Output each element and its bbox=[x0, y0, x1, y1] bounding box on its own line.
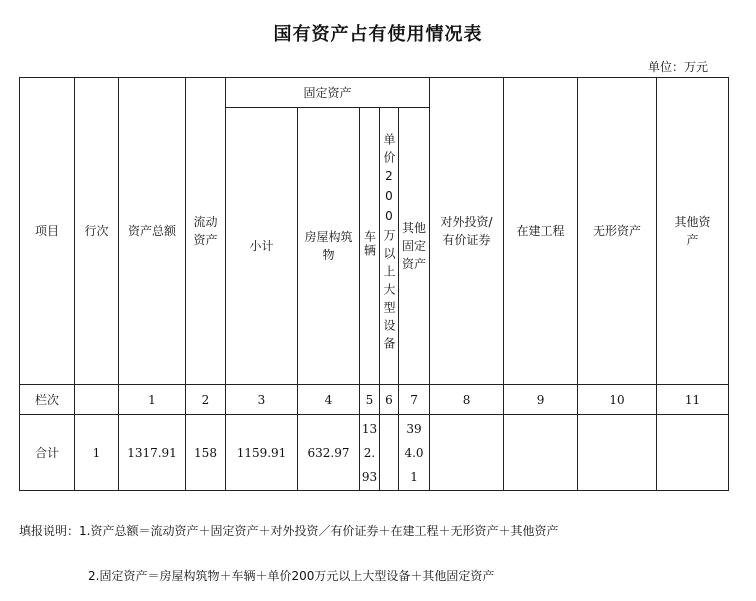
header-fixed-assets: 固定资产 bbox=[226, 78, 430, 108]
header-other-fixed bbox=[399, 108, 430, 385]
header-current-assets-label: 流动资产 bbox=[193, 215, 218, 247]
current-assets-value: 158 bbox=[186, 415, 226, 491]
other-fixed-value bbox=[399, 415, 430, 491]
header-total-assets: 资产总额 bbox=[119, 78, 186, 385]
header-buildings bbox=[298, 108, 360, 385]
note-line-2: 2.固定资产＝房屋构筑物＋车辆＋单价200万元以上大型设备＋其他固定资产 bbox=[88, 569, 495, 583]
note-line-1: 填报说明：1.资产总额＝流动资产＋固定资产＋对外投资／有价证券＋在建工程＋无形资产＋其他资产 bbox=[19, 524, 559, 538]
page-title: 国有资产占有使用情况表 bbox=[273, 24, 483, 45]
header-investment bbox=[430, 78, 504, 385]
column-no-4: 4 bbox=[298, 385, 360, 415]
other-fixed-value-text: 394.01 bbox=[404, 421, 424, 484]
column-no-10: 10 bbox=[578, 385, 657, 415]
header-equipment bbox=[380, 108, 399, 385]
header-other-assets-label: 其他资产 bbox=[674, 215, 711, 247]
total-row-label: 合计 bbox=[20, 415, 75, 491]
total-assets-value: 1317.91 bbox=[119, 415, 186, 491]
vehicles-value-text: 132.93 bbox=[361, 421, 378, 484]
subtotal-value: 1159.91 bbox=[226, 415, 298, 491]
header-current-assets bbox=[186, 78, 226, 385]
column-no-7: 7 bbox=[399, 385, 430, 415]
header-subtotal: 小计 bbox=[226, 108, 298, 385]
column-no-6: 6 bbox=[380, 385, 399, 415]
column-no-11: 11 bbox=[657, 385, 729, 415]
column-row-label: 栏次 bbox=[20, 385, 75, 415]
header-intangible: 无形资产 bbox=[578, 78, 657, 385]
total-row-no: 1 bbox=[75, 415, 119, 491]
header-buildings-label: 房屋构筑物 bbox=[304, 230, 353, 262]
column-no-8: 8 bbox=[430, 385, 504, 415]
table-row bbox=[20, 415, 729, 491]
header-other-fixed-label: 其他固定资产 bbox=[402, 221, 427, 271]
vehicles-value bbox=[360, 415, 380, 491]
header-other-assets bbox=[657, 78, 729, 385]
header-investment-label: 对外投资/有价证券 bbox=[440, 215, 493, 247]
header-row-no: 行次 bbox=[75, 78, 119, 385]
construction-value bbox=[504, 415, 578, 491]
column-no-row-no bbox=[75, 385, 119, 415]
column-no-5: 5 bbox=[360, 385, 380, 415]
investment-value bbox=[430, 415, 504, 491]
header-item: 项目 bbox=[20, 78, 75, 385]
column-no-1: 1 bbox=[119, 385, 186, 415]
column-no-3: 3 bbox=[226, 385, 298, 415]
other-assets-value bbox=[657, 415, 729, 491]
header-vehicles-label: 车辆 bbox=[362, 229, 377, 258]
column-no-2: 2 bbox=[186, 385, 226, 415]
asset-table bbox=[19, 77, 729, 491]
equipment-value bbox=[380, 415, 399, 491]
header-construction: 在建工程 bbox=[504, 78, 578, 385]
column-no-9: 9 bbox=[504, 385, 578, 415]
column-number-row bbox=[20, 385, 729, 415]
header-equipment-label: 单价200万以上大型设备 bbox=[382, 132, 396, 355]
buildings-value: 632.97 bbox=[298, 415, 360, 491]
intangible-value bbox=[578, 415, 657, 491]
unit-label: 单位：万元 bbox=[647, 60, 708, 74]
header-vehicles bbox=[360, 108, 380, 385]
